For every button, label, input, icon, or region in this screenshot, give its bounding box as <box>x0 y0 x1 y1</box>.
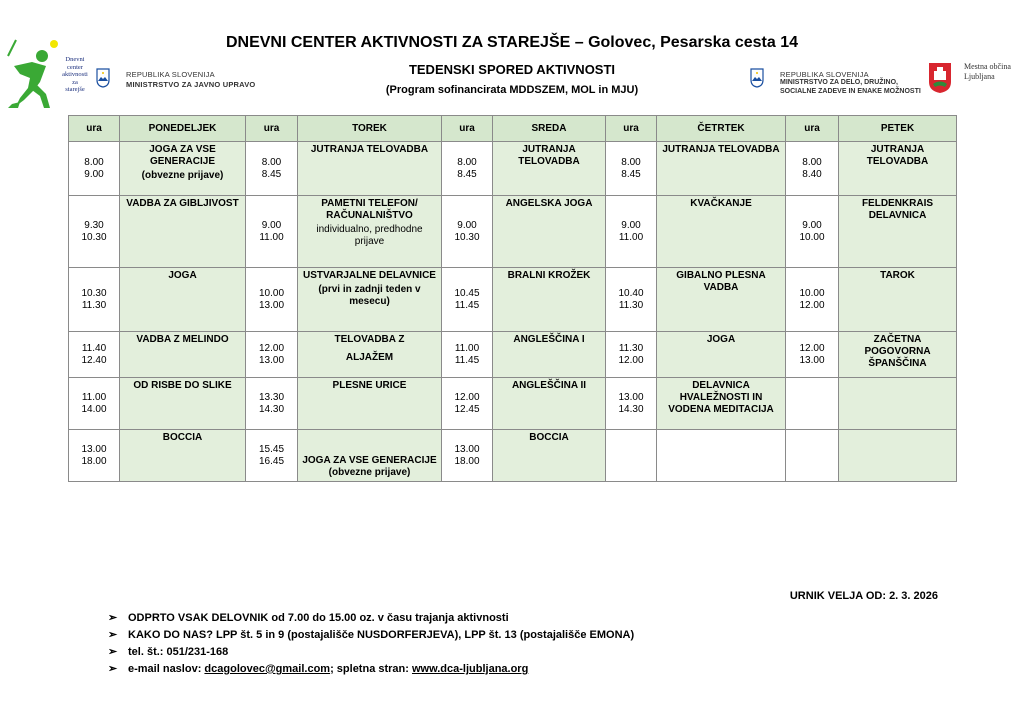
activity-cell: ANGLEŠČINA II <box>493 378 606 430</box>
arrow-bullet-icon: ➢ <box>108 612 118 624</box>
activity-cell: FELDENKRAIS DELAVNICA <box>839 196 957 268</box>
activity-cell: KVAČKANJE <box>657 196 786 268</box>
time-cell: 9.00 10.00 <box>786 196 839 268</box>
ljubljana-shield-icon <box>928 62 952 94</box>
time-cell: 11.40 12.40 <box>69 332 120 378</box>
time-cell: 13.00 18.00 <box>69 430 120 482</box>
slovenia-crest-icon <box>750 68 764 88</box>
activity-cell: JUTRANJA TELOVADBA <box>657 142 786 196</box>
table-row <box>69 332 957 378</box>
activity-cell: VADBA ZA GIBLJIVOST <box>120 196 246 268</box>
time-cell: 8.00 8.45 <box>246 142 298 196</box>
time-cell: 9.30 10.30 <box>69 196 120 268</box>
time-cell: 12.00 13.00 <box>246 332 298 378</box>
table-header-row <box>69 116 957 142</box>
time-cell <box>786 430 839 482</box>
column-header: ura <box>606 116 657 142</box>
arrow-bullet-icon: ➢ <box>108 629 118 641</box>
arrow-bullet-icon: ➢ <box>108 646 118 658</box>
time-cell: 10.00 13.00 <box>246 268 298 332</box>
time-cell <box>786 378 839 430</box>
list-item: ➢ KAKO DO NAS? LPP št. 5 in 9 (postajališče NUSDORFERJEVA), LPP št. 13 (postajališče EMONA) <box>108 627 634 644</box>
list-item: ➢ e-mail naslov: dcagolovec@gmail.com; spletna stran: www.dca-ljubljana.org <box>108 661 634 678</box>
mol-logo: Mestna občina Ljubljana <box>928 62 1018 102</box>
time-cell: 10.00 12.00 <box>786 268 839 332</box>
activity-cell: VADBA Z MELINDO <box>120 332 246 378</box>
activity-cell: TAROK <box>839 268 957 332</box>
table-row <box>69 142 957 196</box>
valid-from: URNIK VELJA OD: 2. 3. 2026 <box>789 590 938 602</box>
program-note: (Program sofinancirata MDDSZEM, MOL in MJU) <box>385 84 639 96</box>
time-cell: 9.00 10.30 <box>442 196 493 268</box>
list-item: ➢ tel. št.: 051/231-168 <box>108 644 634 661</box>
table-row <box>69 378 957 430</box>
time-cell: 12.00 12.45 <box>442 378 493 430</box>
activity-cell: TELOVADBA Z ALJAŽEM <box>298 332 442 378</box>
website-link[interactable]: www.dca-ljubljana.org <box>411 663 529 675</box>
page-subtitle: TEDENSKI SPORED AKTIVNOSTI <box>408 62 616 77</box>
time-cell: 11.00 11.45 <box>442 332 493 378</box>
activity-cell: JOGA ZA VSE GENERACIJE (obvezne prijave) <box>298 430 442 482</box>
activity-cell: JUTRANJA TELOVADBA <box>493 142 606 196</box>
activity-cell: PLESNE URICE <box>298 378 442 430</box>
activity-cell: PAMETNI TELEFON/ RAČUNALNIŠTVO individualno, predhodne prijave <box>298 196 442 268</box>
activity-cell: JOGA <box>657 332 786 378</box>
dca-logo-text: Dnevni center aktivnosti za starejše <box>62 56 88 93</box>
column-header: PETEK <box>839 116 957 142</box>
column-header: ura <box>69 116 120 142</box>
activity-cell: BOCCIA <box>493 430 606 482</box>
activity-cell: ANGELSKA JOGA <box>493 196 606 268</box>
time-cell: 13.30 14.30 <box>246 378 298 430</box>
mddszem-logo: REPUBLIKA SLOVENIJA MINISTRSTVO ZA DELO, DRUŽINO, SOCIALNE ZADEVE IN ENAKE MOŽNOSTI <box>750 68 930 102</box>
activity-cell: JOGA ZA VSE GENERACIJE (obvezne prijave) <box>120 142 246 196</box>
info-list <box>108 610 634 678</box>
time-cell: 10.30 11.30 <box>69 268 120 332</box>
table-row <box>69 430 957 482</box>
time-cell: 11.30 12.00 <box>606 332 657 378</box>
time-cell: 8.00 9.00 <box>69 142 120 196</box>
activity-cell: BOCCIA <box>120 430 246 482</box>
activity-cell: OD RISBE DO SLIKE <box>120 378 246 430</box>
column-header: ura <box>786 116 839 142</box>
column-header: ČETRTEK <box>657 116 786 142</box>
arrow-bullet-icon: ➢ <box>108 663 118 675</box>
table-row <box>69 268 957 332</box>
time-cell: 9.00 11.00 <box>606 196 657 268</box>
column-header: TOREK <box>298 116 442 142</box>
mju-logo: REPUBLIKA SLOVENIJA MINISTRSTVO ZA JAVNO UPRAVO <box>96 68 266 94</box>
activity-cell: USTVARJALNE DELAVNICE (prvi in zadnji teden v mesecu) <box>298 268 442 332</box>
list-item: ➢ ODPRTO VSAK DELOVNIK od 7.00 do 15.00 oz. v času trajanja aktivnosti <box>108 610 634 627</box>
time-cell: 10.45 11.45 <box>442 268 493 332</box>
email-link[interactable]: dcagolovec@gmail.com <box>204 663 331 675</box>
time-cell <box>606 430 657 482</box>
activity-cell: GIBALNO PLESNA VADBA <box>657 268 786 332</box>
activity-cell: BRALNI KROŽEK <box>493 268 606 332</box>
activity-cell: JOGA <box>120 268 246 332</box>
activity-cell: JUTRANJA TELOVADBA <box>839 142 957 196</box>
activity-cell <box>839 430 957 482</box>
activity-cell <box>839 378 957 430</box>
time-cell: 10.40 11.30 <box>606 268 657 332</box>
time-cell: 13.00 14.30 <box>606 378 657 430</box>
column-header: ura <box>442 116 493 142</box>
time-cell: 15.45 16.45 <box>246 430 298 482</box>
time-cell: 11.00 14.00 <box>69 378 120 430</box>
time-cell: 8.00 8.40 <box>786 142 839 196</box>
time-cell: 13.00 18.00 <box>442 430 493 482</box>
activity-cell: ANGLEŠČINA I <box>493 332 606 378</box>
time-cell: 9.00 11.00 <box>246 196 298 268</box>
schedule-table <box>68 115 957 482</box>
column-header: SREDA <box>493 116 606 142</box>
column-header: PONEDELJEK <box>120 116 246 142</box>
activity-cell: DELAVNICA HVALEŽNOSTI IN VODENA MEDITACIJA <box>657 378 786 430</box>
activity-cell: JUTRANJA TELOVADBA <box>298 142 442 196</box>
table-row <box>69 196 957 268</box>
activity-cell: ZAČETNA POGOVORNA ŠPANŠČINA <box>839 332 957 378</box>
activity-cell <box>657 430 786 482</box>
time-cell: 8.00 8.45 <box>606 142 657 196</box>
time-cell: 12.00 13.00 <box>786 332 839 378</box>
column-header: ura <box>246 116 298 142</box>
page-title: DNEVNI CENTER AKTIVNOSTI ZA STAREJŠE – Golovec, Pesarska cesta 14 <box>225 34 799 51</box>
time-cell: 8.00 8.45 <box>442 142 493 196</box>
